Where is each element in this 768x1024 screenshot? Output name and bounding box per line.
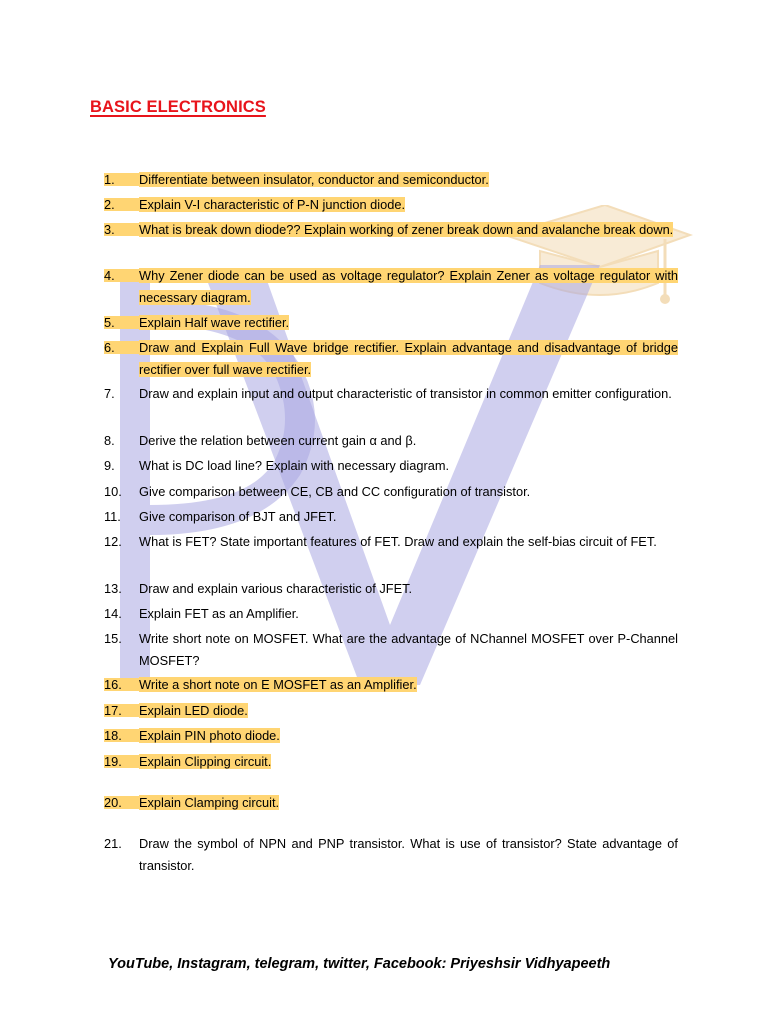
page-title: BASIC ELECTRONICS [90,98,266,116]
question-number: 15. [104,631,122,646]
question-text [139,194,678,216]
question-number: 21. [104,836,122,851]
question-number: 12. [104,534,122,549]
question-text [139,506,678,528]
question-text-content: Explain Clipping circuit. [139,754,272,769]
question-number: 7. [104,386,115,401]
question-text-content: Write a short note on E MOSFET as an Amplifier. [139,677,417,692]
question-text-content: Draw and Explain Full Wave bridge rectifier. Explain advantage and disadvantage of bridge rectifier over full wave rectifier. [139,340,678,377]
question-number: 19. [104,754,122,769]
question-number: 5. [104,315,115,330]
question-number: 3. [104,222,115,237]
question-number: 13. [104,581,122,596]
question-number: 17. [104,703,122,718]
question-text [139,265,678,308]
question-text [139,383,678,405]
question-number: 18. [104,728,122,743]
question-text-content: Explain FET as an Amplifier. [139,606,299,621]
question-text [139,792,678,814]
question-text-content: Explain Half wave rectifier. [139,315,290,330]
footer-social-links: YouTube, Instagram, telegram, twitter, Facebook: Priyeshsir Vidhyapeeth [108,956,611,972]
question-number: 1. [104,172,115,187]
question-number: 10. [104,484,122,499]
question-text [139,219,678,241]
question-text-content: Give comparison between CE, CB and CC configuration of transistor. [139,484,531,499]
question-text-content: Explain Clamping circuit. [139,795,280,810]
question-text-content: Differentiate between insulator, conductor and semiconductor. [139,172,489,187]
question-number: 16. [104,677,122,692]
question-number: 14. [104,606,122,621]
question-text [139,700,678,722]
question-text [139,674,678,696]
question-number: 6. [104,340,115,355]
question-text-content: Draw and explain input and output characteristic of transistor in common emitter configuration. [139,386,672,401]
question-text [139,337,678,380]
question-text-content: Write short note on MOSFET. What are the advantage of NChannel MOSFET over P-Channel MOSFET? [139,631,678,668]
question-text [139,628,678,671]
question-text [139,751,678,773]
question-number: 8. [104,433,115,448]
question-text-content: Why Zener diode can be used as voltage regulator? Explain Zener as voltage regulator with necessary diagram. [139,268,678,305]
question-text [139,481,678,503]
question-text-content: What is break down diode?? Explain working of zener break down and avalanche break down. [139,222,674,237]
question-number: 2. [104,197,115,212]
question-text [139,169,678,191]
question-text [139,603,678,625]
question-text-content: What is FET? State important features of FET. Draw and explain the self-bias circuit of FET. [139,534,657,549]
question-text-content: Draw and explain various characteristic of JFET. [139,581,413,596]
question-text [139,531,678,553]
question-number: 11. [104,509,121,524]
question-text-content: Derive the relation between current gain α and β. [139,433,417,448]
question-text [139,833,678,876]
question-text [139,455,678,477]
question-text [139,725,678,747]
question-text-content: Explain V-I characteristic of P-N junction diode. [139,197,406,212]
question-number: 4. [104,268,115,283]
question-text-content: What is DC load line? Explain with necessary diagram. [139,458,450,473]
question-text [139,312,678,334]
question-text-content: Give comparison of BJT and JFET. [139,509,337,524]
question-text-content: Draw the symbol of NPN and PNP transistor. What is use of transistor? State advantage of transistor. [139,836,678,873]
question-number: 20. [104,795,122,810]
question-text [139,430,678,452]
question-text [139,578,678,600]
question-number: 9. [104,458,115,473]
question-text-content: Explain LED diode. [139,703,248,718]
question-text-content: Explain PIN photo diode. [139,728,280,743]
